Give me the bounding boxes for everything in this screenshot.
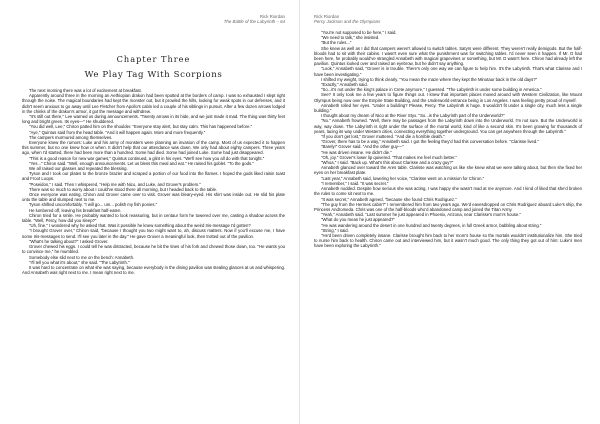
paragraph: It was hard to concentrate on what she was saying, because everybody in the dining pavilion was stealing glances at us and whispering. And Annabeth was right next to me. I mean right next to me.: [22, 264, 285, 276]
paragraph: Annabeth glanced over toward the Ares table. Clarisse was watching us like she knew what we were talking about, but then she fixed her eyes on her breakfast plate.: [314, 165, 582, 176]
right-page-body: [314, 30, 582, 249]
paragraph: "Aye," Quintus said from the head table. "And it will happen again. More and more frequently.": [29, 129, 206, 135]
paragraph: Once everyone was eating, Chiron and Grover came over to visit. Grover was bleary-eyed. His shirt was inside out. He slid his plate onto the table and slumped next to me.: [22, 192, 285, 203]
paragraph: He lumbered off, leaving his breakfast half-eaten.: [29, 207, 122, 213]
paragraph: "Last year," Annabeth said, lowering her voice, "Clarisse went on a mission for Chiron.": [321, 175, 485, 181]
paragraph: Somebody else slid next to me on the bench: Annabeth.: [29, 254, 135, 260]
paragraph: "I brought Grover over," Chiron said, "because I thought you two might want to, ah, discuss matters. Now if you'll excuse me, I have some Iris-messages to send. I'll see you later in the day." He gave Grover a meaningful look, then trotted out of the pavilion.: [22, 228, 285, 239]
left-page-body: [22, 88, 285, 275]
paragraph: "If you don't get lost," Grover muttered. "And die a horrible death.": [321, 134, 445, 140]
paragraph: Annabeth rolled her eyes. "Under a building? Please, Percy. The Labyrinth is huge. It wouldn't fit under a single city, much less a single building.": [314, 102, 582, 114]
paragraph: "This is a good reason for new war games," Quintus continued, a glint in his eyes. "We'll see how you all do with that tonight.": [29, 155, 265, 161]
paragraph: We all raised our glasses and repeated the blessing.: [29, 166, 128, 172]
paragraph: "Barely!" Grover said. "And the other guy—": [321, 144, 404, 150]
paragraph: "Look," Annabeth said, "Grover is in trouble. There's only one way we can figure to help him. It's the Labyrinth. That's what Clarisse and I have been investigating.": [314, 66, 582, 77]
paragraph: "Exactly," Annabeth said.: [321, 82, 368, 88]
paragraph: "He'd been driven completely insane. Clarisse brought him back to her mom's house so the mortals wouldn't institutionalize him. She tried to nurse him back to health. Chiron came out and interviewed him, but it wasn't much good. The only thing they got out of him: Luke's men have been exploring the Labyrinth.": [314, 232, 582, 249]
paragraph: "Yes..." Chiron said. "Well, enough announcements. Let us bless this meal and eat." He raised his goblet. "To the gods.": [29, 160, 254, 166]
right-page-header: [314, 14, 582, 24]
paragraph: "Uh, fine." I wondered why he asked that. Was it possible he knew something about the weird Iris-message I'd gotten?: [29, 223, 251, 229]
chapter-label: Chapter Three: [116, 54, 191, 64]
paragraph: "What's he talking about?" I asked Grover.: [29, 238, 109, 244]
paragraph: "Oh, joy." Grover's lower lip quivered. "That makes me feel much better.": [321, 154, 457, 160]
paragraph: "So...it's not under the king's palace in Crete anymore," I guessed. "The Labyrinth is under some building in America.": [321, 87, 542, 93]
paragraph: "You did well, Lee," Chiron patted him on the shoulder. "Everyone stay alert, but stay calm. This has happened before.": [29, 124, 253, 130]
paragraph: "String," I said.: [321, 227, 349, 233]
paragraph: Tyson shifted uncomfortably. "I will go... um... polish my fish ponies.": [29, 202, 158, 208]
paragraph: "Grover, there has to be a way," Annabeth said. I got the feeling they'd had this conversation before. "Clarisse lived.": [321, 139, 539, 145]
paragraph: Apparently around three in the morning an Aethiopian drakon had been spotted at the borders of camp. I was so exhausted I slept right through the noise. The magical boundaries had kept the monster out, but it prowled the hills, looking for weak spots in our defenses, and it didn't seem anxious to go away until Lee Fletcher from Apollo's cabin led a couple of his siblings in pursuit. After a few dozen arrows lodged in the chinks of the drakon's armor, it got the message and withdrew.: [22, 93, 285, 114]
paragraph: "We need to talk," she insisted.: [321, 35, 380, 41]
right-page: [300, 0, 600, 424]
paragraph: "He was driven insane. He didn't die.": [321, 149, 392, 155]
header-author: Rick Riordan: [259, 14, 285, 19]
paragraph: There was so much to worry about I could've stood there all morning, but I headed back to the table.: [29, 186, 218, 192]
paragraph: "No." Annabeth frowned. "Well, there may be passages from the Labyrinth down into the Underworld. I'm not sure. But the Underworld is way, way down. The Labyrinth is right under the surface of the mortal world, kind of like a second skin. It's been growing for thousands of years, lacing its way under Western cities, connecting everything together underground. You can get anywhere through the Labyrinth.": [314, 118, 582, 134]
paragraph: Tyson and I took our plates to the bronze brazier and scraped a portion of our food into the flames. I hoped the gods liked raisin toast and Froot Loops.: [22, 171, 285, 182]
left-page-header: [22, 14, 285, 24]
paragraph: "I remember," I said. "It was secret.": [321, 180, 389, 186]
paragraph: She knew as well as I did that campers weren't allowed to switch tables. Satyrs were different. They weren't really demigods. But the half-bloods had to sit with their cabins. I wasn't even sure what the punishment was for switching tables. I'd never seen it happen. If Mr. D had been here, he probably would've strangled Annabeth with magical grapevines or something, but Mr. D wasn't here. Chiron had already left the pavilion. Quintus looked over and raised an eyebrow, but he didn't say anything.: [314, 45, 582, 67]
paragraph: Everyone knew the rumors: Luke and his army of monsters were planning an invasion of the camp. Most of us expected it to happen this summer, but no one knew how or when. It didn't help that our attendance was down. We only had about eighty campers. Three years ago, when I'd started, there had been more than a hundred. Some had died. Some had joined Luke. Some had just disappeared.: [22, 140, 285, 156]
paragraph: "You're not supposed to be here," I said.: [321, 30, 397, 35]
paragraph: See? It only took me a few years to figure things out. I knew that important places moved around with Western Civilization, like Mount Olympus being now over the Empire State Building, and the Underworld entrance being in Los Angeles. I was feeling pretty proud of myself.: [314, 92, 582, 103]
paragraph: "I'll tell you what it's about," she said. "The Labyrinth.": [29, 259, 130, 265]
paragraph: "The guy from the Hermes cabin?" I remembered him from two years ago. We'd eavesdropped on Chris Rodriguez aboard Luke's ship, the Princess Andromeda. Chris was one of the half-bloods who'd abandoned camp and joined the Titan Army.: [314, 201, 582, 212]
chapter-title: We Play Tag With Scorpions: [84, 70, 223, 80]
paragraph: "Whoa," I said. "Back up. What's this about Clarisse and a crazy guy?": [321, 160, 454, 166]
paragraph: "Yeah," Annabeth said. "Last summer he just appeared in Phoenix, Arizona, near Clarisse's mom's house.": [321, 212, 522, 218]
paragraph: I thought about my dream of Nico at the River Styx. "So...is the Labyrinth part of the Underworld?": [321, 113, 505, 119]
paragraph: The next morning there was a lot of excitement at breakfast.: [29, 88, 142, 93]
paragraph: The campers murmured among themselves.: [29, 134, 113, 140]
header-book-title: Percy Jackson and the Olympians: [314, 19, 381, 24]
paragraph: Chiron tried for a smile. He probably wanted to look reassuring, but in centaur form he towered over me, casting a shadow across the table. "Well, Percy, how did you sleep?": [22, 212, 285, 224]
paragraph: "What do you mean he just appeared?": [321, 217, 395, 223]
paragraph: Grover chewed his eggs. I could tell he was distracted, because he bit the tines of his fork and chewed those down, too. "He wants you to convince me," he mumbled.: [22, 244, 285, 255]
paragraph: "It's still out there," Lee warned us during announcements. "Twenty arrows in its hide, and we just made it mad. The thing was thirty feet long and bright green. Its eyes—" He shuddered.: [22, 114, 285, 125]
paragraph: "He was wandering around the desert in one hundred and twenty degrees, in full Greek armor, babbling about string.": [321, 222, 542, 228]
paragraph: "Poseidon," I said. Then I whispered, "Help me with Nico, and Luke, and Grover's problem.": [29, 181, 201, 187]
paragraph: "It was secret," Annabeth agreed, "because she found Chris Rodriguez.": [321, 196, 457, 202]
paragraph: Annabeth nodded. Despite how serious she was acting, I was happy she wasn't mad at me anymore. And I kind of liked that she'd broken the rules to come sit next to me.: [314, 186, 582, 197]
header-author: Rick Riordan: [314, 14, 340, 19]
paragraph: I shifted my weight, trying to think clearly. "You mean the maze where they kept the Minotaur back in the old days?": [321, 76, 538, 82]
header-book-title: The Battle of the Labyrinth – 64: [223, 19, 285, 24]
paragraph: "But the rules...": [321, 40, 352, 46]
